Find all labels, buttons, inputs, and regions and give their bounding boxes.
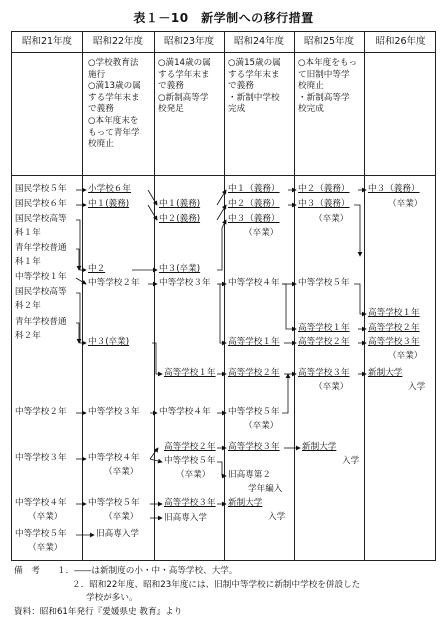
arrow — [217, 220, 226, 270]
cell-shinsei-daigaku: 新制大学 — [368, 368, 403, 378]
cell-nyugaku: 入学 — [408, 382, 426, 392]
arrow — [76, 293, 86, 343]
cell-grad: （卒業） — [104, 512, 139, 522]
cell-koukou-1: 高等学校１年 — [368, 308, 420, 318]
cell-kyukousen-2: 旧高専第２ — [228, 470, 271, 480]
arrow — [148, 190, 157, 205]
cell-grad: （卒業） — [104, 467, 139, 477]
cell-seinen-2b: 科２年 — [15, 331, 41, 341]
cell-seinen-1a: 青年学校普通 — [15, 243, 67, 253]
cell-chu1: 中１(義務) — [159, 199, 201, 209]
footnote-2: ２．昭和22年度、昭和23年度には、旧制中等学校に新制中学校を併設した — [72, 580, 361, 590]
cell-koukou-2: 高等学校２年 — [164, 442, 216, 452]
cell-hennyu: 学年編入 — [248, 484, 283, 494]
cell-koukou-3: 高等学校３年 — [228, 442, 280, 452]
transition-arrows — [12, 32, 437, 562]
cell-grad: （卒業） — [244, 228, 279, 238]
cell-chutou-4: 中等学校４年 — [159, 407, 211, 417]
note-s22: ○学校教育法 施行 ○満13歳の属 する学年末ま で義務 ○本年度末を もって青年学 校廃止 — [88, 58, 141, 150]
cell-chu2: 中２(義務) — [159, 214, 201, 224]
cell-kokumin-6: 国民学校６年 — [15, 199, 67, 209]
arrow — [76, 323, 79, 343]
cell-chutou-5: 中等学校５年 — [164, 456, 216, 466]
cell-grad: （卒業） — [176, 470, 211, 480]
cell-koukou-1: 高等学校１年 — [228, 337, 280, 347]
arrow — [150, 448, 158, 459]
arrow — [217, 462, 226, 476]
cell-chu2: 中２（義務） — [298, 184, 350, 194]
cell-nyugaku: 入学 — [342, 456, 360, 466]
arrow — [282, 374, 288, 413]
cell-chutou-4: 中等学校４年 — [88, 453, 140, 463]
cell-chu3-grad: 中３(卒業) — [159, 264, 201, 274]
arrow — [217, 190, 226, 205]
cell-chutou-3: 中等学校３年 — [15, 453, 67, 463]
header-s25: 昭和25年度 — [303, 36, 355, 47]
cell-koukou-3: 高等学校３年 — [164, 498, 216, 508]
arrow — [354, 205, 360, 256]
note-s25: ○本年度をもっ て旧制中等学 校廃止 ・新制高等学 校完成 — [298, 58, 358, 115]
arrow — [76, 278, 86, 284]
cell-grad: （卒業） — [314, 214, 349, 224]
cell-koutouka-2b: 科２年 — [15, 301, 41, 311]
cell-kyukousen: 旧高専入学 — [96, 529, 139, 539]
source-note: 資料：昭和61年発行『愛媛県史 教育』より — [14, 607, 183, 617]
arrow — [76, 220, 86, 270]
arrow — [76, 249, 79, 270]
cell-chu1: 中１（義務） — [228, 184, 280, 194]
cell-koukou-2: 高等学校２年 — [298, 337, 350, 347]
cell-kokumin-5: 国民学校５年 — [15, 184, 67, 194]
cell-koukou-1: 高等学校１年 — [164, 368, 216, 378]
header-s24: 昭和24年度 — [233, 36, 285, 47]
cell-koutouka-1b: 科１年 — [15, 228, 41, 238]
header-s26: 昭和26年度 — [375, 36, 426, 47]
table-title: 表１－10 新学制への移行措置 — [133, 11, 314, 25]
cell-koukou-3: 高等学校３年 — [298, 368, 350, 378]
cell-chutou-3: 中等学校３年 — [159, 278, 211, 288]
arrow — [220, 284, 226, 343]
cell-koukou-1: 高等学校１年 — [298, 323, 350, 333]
cell-shinsei-daigaku: 新制大学 — [228, 498, 263, 508]
arrow — [152, 343, 162, 374]
cell-chutou-1: 中等学校１年 — [15, 272, 67, 282]
cell-shougaku-6: 小学校６年 — [88, 184, 131, 194]
cell-chutou-5: 中等学校５年 — [88, 498, 140, 508]
cell-chutou-2: 中等学校２年 — [15, 407, 67, 417]
arrow — [354, 284, 366, 314]
arrow — [217, 205, 226, 220]
note-s23: ○満14歳の属 する学年末ま で義務 ○新制高等学 校発足 — [158, 58, 211, 115]
header-s22: 昭和22年度 — [92, 36, 144, 47]
cell-kyukousen: 旧高専入学 — [164, 513, 207, 523]
header-s21: 昭和21年度 — [21, 36, 73, 47]
cell-chu3-grad: 中３(卒業) — [88, 337, 130, 347]
cell-koutouka-1a: 国民学校高等 — [15, 214, 67, 224]
cell-grad: （卒業） — [28, 543, 63, 553]
arrow — [150, 459, 162, 462]
cell-chu1: 中１(義務) — [88, 199, 130, 209]
cell-grad: （卒業） — [388, 351, 423, 361]
cell-seinen-1b: 科１年 — [15, 257, 41, 267]
arrow — [148, 205, 157, 220]
cell-koutouka-2a: 国民学校高等 — [15, 287, 67, 297]
note-s24: ○満15歳の属 する学年末ま で義務 ・新制中学校 完成 — [228, 58, 281, 115]
cell-grad: （卒業） — [28, 512, 63, 522]
transition-table — [11, 31, 436, 561]
cell-koukou-2: 高等学校２年 — [228, 368, 280, 378]
cell-chutou-5: 中等学校５年 — [228, 407, 280, 417]
header-s23: 昭和23年度 — [163, 36, 215, 47]
cell-chutou-2: 中等学校２年 — [88, 278, 140, 288]
cell-chutou-4: 中等学校４年 — [15, 498, 67, 508]
cell-shinsei-daigaku: 新制大学 — [302, 442, 337, 452]
arrow — [282, 284, 296, 329]
cell-koukou-2: 高等学校２年 — [368, 323, 420, 333]
cell-chutou-5: 中等学校５年 — [15, 529, 67, 539]
cell-chu2: 中２ — [88, 264, 106, 274]
cell-chu3: 中３（義務） — [368, 184, 420, 194]
cell-grad: （卒業） — [314, 382, 349, 392]
cell-seinen-2a: 青年学校普通 — [15, 317, 67, 327]
cell-chutou-4: 中等学校４年 — [228, 278, 280, 288]
cell-nyugaku: 入学 — [268, 512, 286, 522]
footnote-1: 備 考 １．――は新制度の小・中・高等学校、大学。 — [14, 566, 238, 576]
cell-chu3: 中３（義務） — [228, 214, 280, 224]
cell-chutou-3: 中等学校３年 — [88, 407, 140, 417]
footnote-2-cont: 学校が多い。 — [86, 593, 138, 603]
cell-chu2: 中２（義務） — [228, 199, 280, 209]
cell-grad: （卒業） — [388, 199, 423, 209]
cell-chutou-5: 中等学校５年 — [298, 278, 350, 288]
cell-grad: （卒業） — [244, 421, 279, 431]
cell-koukou-3: 高等学校３年 — [368, 337, 420, 347]
cell-chu3: 中３（義務） — [298, 199, 350, 209]
